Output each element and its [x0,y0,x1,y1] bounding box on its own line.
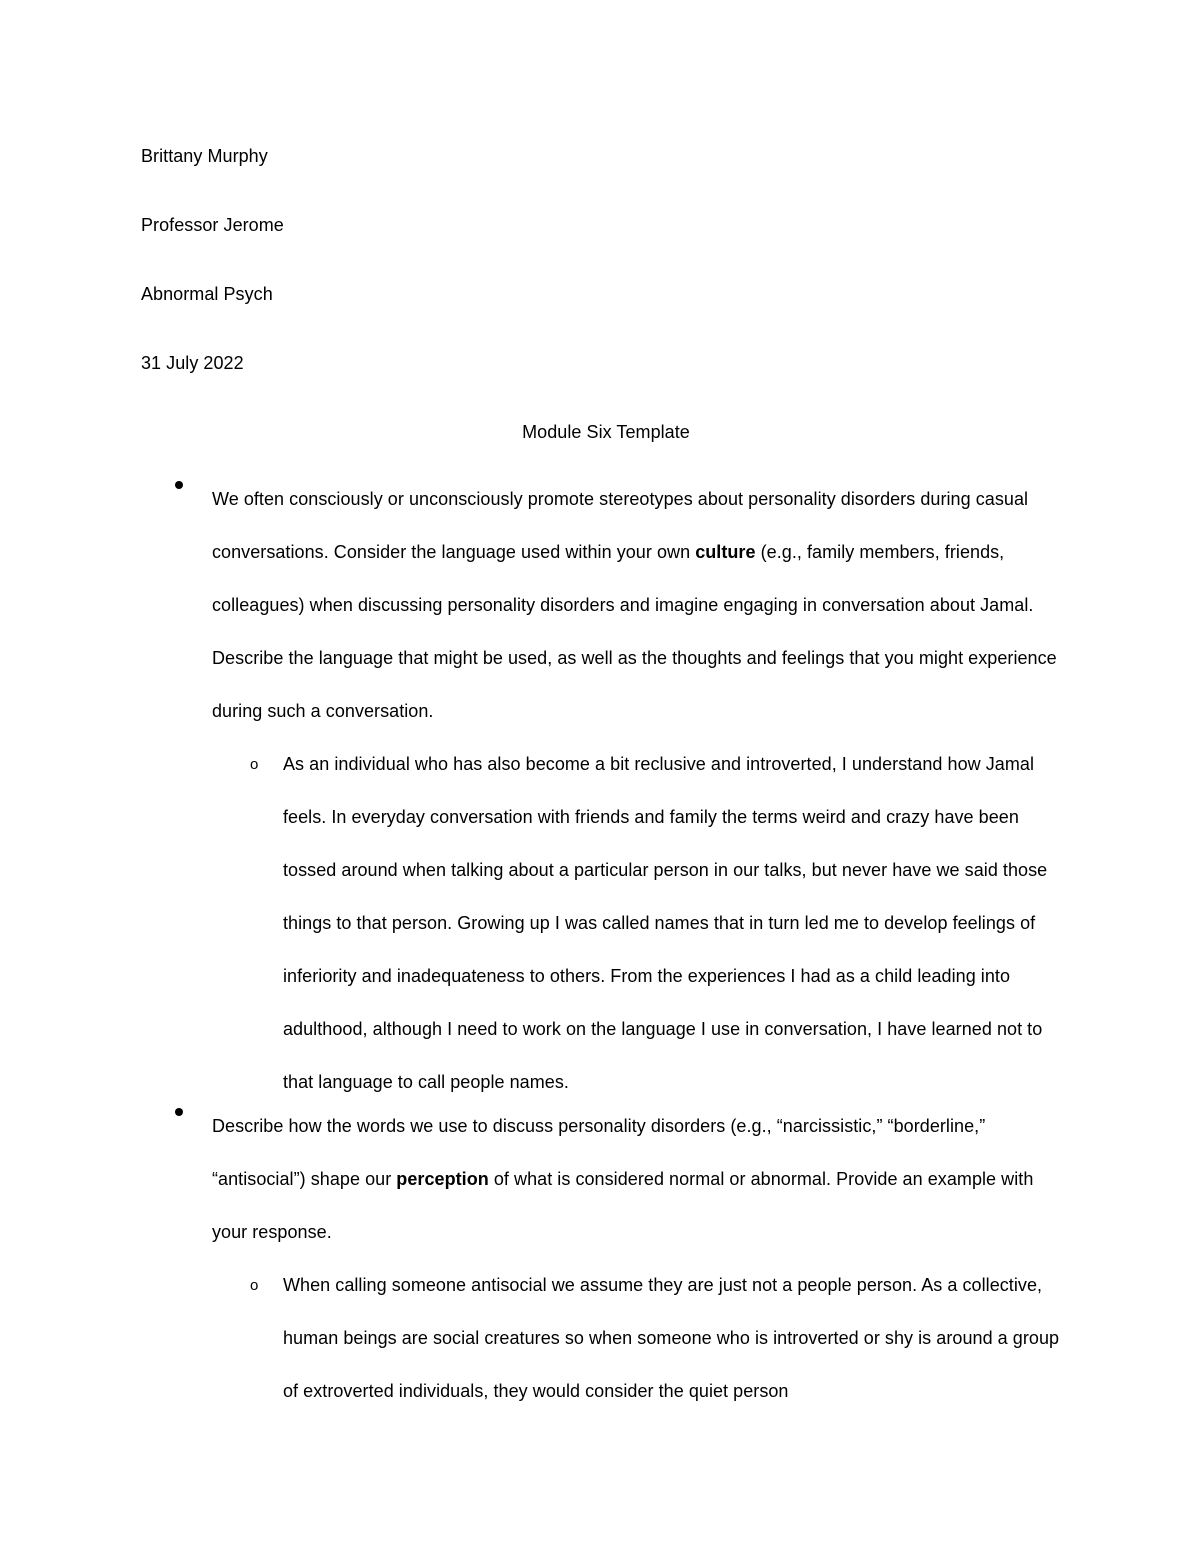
document-date: 31 July 2022 [141,353,244,373]
question-item [141,1100,1071,1418]
document-title: Module Six Template [522,422,690,442]
circle-bullet-icon: o [250,756,259,773]
prompt-text: We often consciously or unconsciously promote stereotypes about personality disorders during casual conversations. Consider the language used within your own [212,489,1029,562]
prompt-bold-term: culture [695,542,756,562]
document-body [141,138,1071,1418]
bullet-icon [175,1108,183,1116]
bullet-icon [175,481,183,489]
prompt-bold-term: perception [396,1169,489,1189]
response-text: When calling someone antisocial we assume they are just not a people person. As a collective, human beings are social creatures so when someone who is introverted or shy is around a group of extroverted individuals, they would consider the quiet person [283,1275,1060,1401]
question-prompt [212,1100,1071,1259]
question-list [141,473,1071,1418]
prompt-text: (e.g., family members, friends, colleagues) when discussing personality disorders and imagine engaging in conversation about Jamal. Describe the language that might be used, as well as the thoughts and feelings that you might experience during such a conversation. [212,542,1057,721]
course-name: Abnormal Psych [141,284,273,304]
question-prompt [212,473,1071,738]
response-item [212,1259,1071,1418]
response-list [212,738,1071,1109]
response-item [212,738,1071,1109]
author-name: Brittany Murphy [141,146,268,166]
question-item [141,473,1071,1109]
response-text: As an individual who has also become a bit reclusive and introverted, I understand how Jamal feels. In everyday conversation with friends and family the terms weird and crazy have been tossed around when talking about a particular person in our talks, but never have we said those things to that person. Growing up I was called names that in turn led me to develop feelings of inferiority and inadequateness to others. From the experiences I had as a child leading into adulthood, although I need to work on the language I use in conversation, I have learned not to that language to call people names. [283,754,1048,1092]
circle-bullet-icon: o [250,1277,259,1294]
prompt-text: of what is considered normal or abnormal. Provide an example with your response. [212,1169,1034,1242]
response-list [212,1259,1071,1418]
professor-name: Professor Jerome [141,215,284,235]
prompt-text: Describe how the words we use to discuss personality disorders (e.g., “narcissistic,” “borderline,” “antisocial”) shape our [212,1116,986,1189]
